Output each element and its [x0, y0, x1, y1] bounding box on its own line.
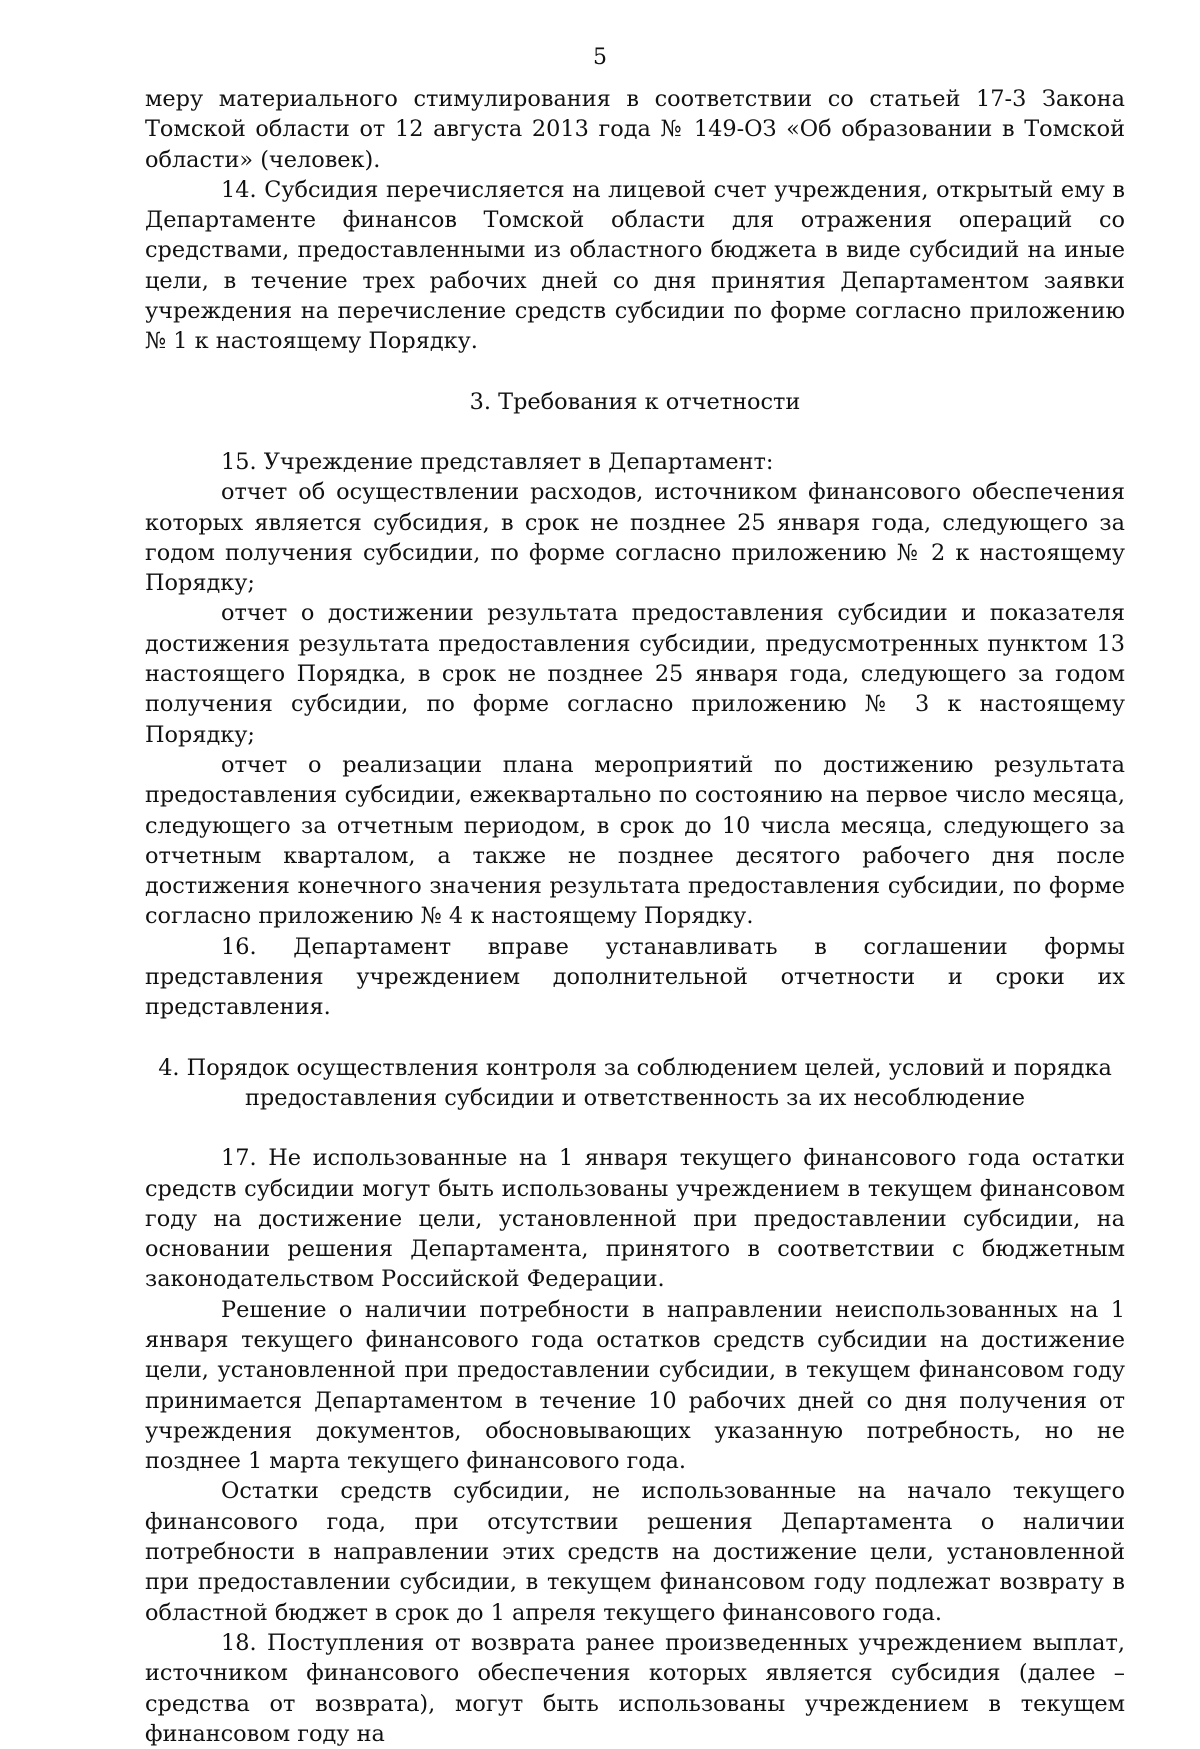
paragraph-15: 15. Учреждение представляет в Департамент:: [221, 448, 774, 475]
paragraph-15-report-results: отчет о достижении результата предоставления субсидии и показателя достижения результата предоставления субсидии, предусмотренных пунктом 13 настоящего Порядка, в срок не позднее 25 января года, следующего за годом получения субсидии, по форме согласно приложению № 3 к настоящему Порядку;: [145, 600, 1125, 748]
paragraph-intro: меру материального стимулирования в соответствии со статьей 17-3 Закона Томской области от 12 августа 2013 года № 149-ОЗ «Об образовании в Томской области» (человек).: [145, 86, 1125, 173]
page-number: 5: [593, 45, 607, 70]
paragraph-17-remainders: Остатки средств субсидии, не использованные на начало текущего финансового года, при отсутствии решения Департамента о наличии потребности в направлении этих средств на достижение цели, установленной при предоставлении субсидии, в текущем финансовом году подлежат возврату в областной бюджет в срок до 1 апреля текущего финансового года.: [145, 1478, 1125, 1626]
spacer: [145, 357, 1125, 387]
paragraph-17-decision: Решение о наличии потребности в направлении неиспользованных на 1 января текущего финансового года остатков средств субсидии на достижение цели, установленной при предоставлении субсидии, в текущем финансовом году принимается Департаментом в течение 10 рабочих дней со дня получения от учреждения документов, обосновывающих указанную потребность, но не позднее 1 марта текущего финансового года.: [145, 1296, 1125, 1475]
paragraph-15-report-plan: отчет о реализации плана мероприятий по достижению результата предоставления субсидии, ежеквартально по состоянию на первое число месяца, следующего за отчетным периодом, в срок до 10 числа месяца, следующего за отчетным кварталом, а также не позднее десятого рабочего дня после достижения конечного значения результата предоставления субсидии, по форме согласно приложению № 4 к настоящему Порядку.: [145, 751, 1125, 930]
document-body: [145, 84, 1125, 1749]
paragraph-14: 14. Субсидия перечисляется на лицевой счет учреждения, открытый ему в Департаменте финансов Томской области для отражения операций со средствами, предоставленными из областного бюджета в виде субсидий на иные цели, в течение трех рабочих дней со дня принятия Департаментом заявки учреждения на перечисление средств субсидии по форме согласно приложению № 1 к настоящему Порядку.: [145, 176, 1125, 355]
paragraph-18: 18. Поступления от возврата ранее произведенных учреждением выплат, источником финансового обеспечения которых является субсидия (далее – средства от возврата), могут быть использованы учреждением в текущем финансовом году на: [145, 1629, 1125, 1747]
section-heading-4-line-2: предоставления субсидии и ответственность за их несоблюдение: [245, 1084, 1025, 1111]
paragraph-17: 17. Не использованные на 1 января текущего финансового года остатки средств субсидии могут быть использованы учреждением в текущем финансовом году на достижение цели, установленной при предоставлении субсидии, на основании решения Департамента, принятого в соответствии с бюджетным законодательством Российской Федерации.: [145, 1145, 1125, 1293]
section-heading-3: 3. Требования к отчетности: [469, 388, 801, 415]
paragraph-15-report-expenses: отчет об осуществлении расходов, источником финансового обеспечения которых является субсидия, в срок не позднее 25 января года, следующего за годом получения субсидии, по форме согласно приложению № 2 к настоящему Порядку;: [145, 479, 1125, 597]
spacer: [145, 1113, 1125, 1143]
section-heading-4-line-1: 4. Порядок осуществления контроля за соблюдением целей, условий и порядка: [158, 1054, 1112, 1081]
spacer: [145, 1023, 1125, 1053]
spacer: [145, 417, 1125, 447]
paragraph-16: 16. Департамент вправе устанавливать в соглашении формы представления учреждением дополнительной отчетности и сроки их представления.: [145, 933, 1125, 1021]
